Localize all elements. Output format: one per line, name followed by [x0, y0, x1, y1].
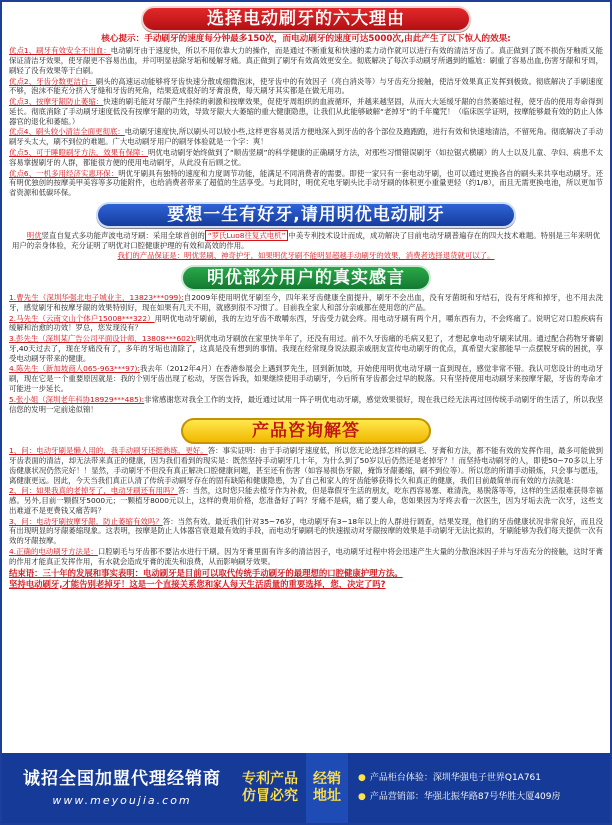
- section-title-six-reasons: 选择电动刷牙的六大理由: [141, 6, 471, 32]
- address-counter-text: 产品柜台体验：深圳华强电子世界Q1A761: [369, 773, 542, 784]
- patent-slogan: [242, 753, 306, 823]
- sales-label-1: 经销: [313, 770, 341, 787]
- reason-label: 优点1、刷牙有效安全不出血：: [9, 46, 111, 56]
- recruit-text: 诚招全国加盟代理经销商: [23, 768, 221, 789]
- testimonial-author: 5.张小姐（深圳老年科协18929***485):: [9, 394, 145, 404]
- testimonial-author: 4.陈先生（新加坡商人065-963***97):: [9, 364, 140, 374]
- reason-label: 优点6、一机多用经济实惠环保：: [9, 168, 119, 178]
- faq-question: 1、问：电动牙刷是懒人用的，我手动刷牙还挺熟练，更好。: [9, 446, 208, 456]
- motor-tech: “罗氏Luo8往复式电机”: [205, 230, 289, 241]
- faq-answer: 答：事实证明：由于手动刷牙速度低，所以您无论选择怎样的刷毛、牙膏和方法，都不能有效的发挥作用，最多可能做到牙齿表面的清洁，却无法带来真正的健康，因为我们看到的现实是：既然坚持手动刷牙几十年，为什么到了50岁以后仍然还是老掉牙？！而坚持电动刷牙的人，即使50~70多以上牙齿健康状况仍然完好！！显然，手动刷牙不但没有真正解决口腔健康问题，甚至还有伤害（如容易损伤牙龈，掩饰牙龈萎缩，刷不到位等）。所以您的所谓手动锻炼，只会事与愿违，离健康更远。因此，今天当我们真正认清了传统手动刷牙存在的固有缺陷和健康隐患，为了自己和家人的牙齿能够获得长久和真正的健康，我们目前最简单而有效的方法就是：: [9, 446, 603, 485]
- faq-item: [9, 517, 603, 546]
- faq-question: 3、问：电动牙刷按摩牙龈，防止萎缩有效吗？: [9, 516, 163, 526]
- faq-section: [2, 444, 610, 589]
- footer-recruit-block: [2, 753, 242, 823]
- slogan-line-2: 仿冒必究: [242, 788, 298, 804]
- reason-text: 快速的刷毛能对牙龈产生持续的刺激和按摩效果，促使牙周组织的血液循环，并越来越坚固，从而大大延缓牙龈的自然萎缩过程，使牙齿的使用寿命得到延长。彻底消除了手动刷牙速度低没有按摩牙龈的功效，导致牙龈大大萎缩的重大健康隐患，让我们从此能够破解“老掉牙”的千年魔咒！（临床医学证明，按摩能够最有效的防止人体器官的退化和萎缩。）: [9, 97, 603, 126]
- product-intro: [2, 228, 610, 251]
- faq-item: [9, 446, 603, 485]
- reason-item: [9, 148, 603, 168]
- reason-label: 优点3、按摩牙龈防止萎缩：: [9, 97, 104, 107]
- faq-item: [9, 486, 603, 515]
- six-reasons-section: [2, 32, 610, 198]
- sales-label-2: 地址: [313, 788, 341, 804]
- address-office-text: 产品营销部：华强北振华路87号华胜大厦409房: [369, 792, 561, 802]
- intro-text-1: 竖直自复式多功能声波电动牙刷：采用全球首创的: [41, 230, 205, 240]
- testimonial-text: 非常感谢您对我全工作的支持，最近通过试用一阵子明优电动牙刷，感觉效果很好，现在我已经无法再过回传统手动刷牙的生活了，所以我坚信您的发明一定前途似锦！: [9, 394, 603, 414]
- section-title-good-teeth: 要想一生有好牙,请用明优电动刷牙: [96, 202, 516, 228]
- testimonial-item: [9, 293, 603, 313]
- testimonial-author: 3.彭先生（深圳某广告公司平面设计师，13808***602):: [9, 334, 196, 344]
- reason-label: 优点4、刷头较小清洁全面更彻底：: [9, 127, 125, 137]
- testimonial-item: [9, 364, 603, 393]
- reason-item: [9, 46, 603, 75]
- testimonial-item: [9, 334, 603, 363]
- slogan-line-1: 专利产品: [242, 770, 298, 787]
- reason-text: 电动刷牙速度快,所以刷头可以较小些,这样更容易灵活方便地深入到牙齿的各个部位及跑跑跑，进行有效和快速地清洁，不留死角。彻底解决了手动刷牙头太大，刷不到位的难题。广大电动刷牙用户的刷牙体验就是一个字：爽！: [9, 127, 603, 147]
- sales-label: [306, 753, 348, 823]
- footer-address-block: [348, 753, 610, 823]
- faq-answer: 口腔刷毛与牙齿都不要沾水进行干刷。因为牙膏里面有许多的清洁因子，电动刷牙过程中将会迅速产生大量的分散泡沫因子并与牙齿充分的接触，这时牙膏的作用才能真正发挥作用，有水就会造成牙膏的流失和浪费，从而影响刷牙效果。: [9, 546, 603, 566]
- intro-text-2: 中美专利技术设计而成，成功解决了目前电动牙刷普遍存在的四大技术难题。特别是三年来明优用户的亲身体验，充分证明了明优对口腔健康护理的有效和高效的作用。: [12, 230, 600, 250]
- faq-item: [9, 547, 603, 567]
- testimonial-item: [9, 395, 603, 415]
- reason-label: 优点5、可于睡瞪刷牙方法，效果有保障：: [9, 148, 148, 157]
- reason-item: [9, 97, 603, 126]
- testimonial-text: 自2009年使用明优牙刷至今，四年来牙齿健康全面提升，刷牙不会出血，没有牙菌斑和牙结石，没有牙疼和掉牙，也不用去洗牙，感觉刷牙和按摩牙龈的效果特别好，现在如果有几天不用，就感到很不习惯了。目前我全家人和部分亲戚都在使用您的产品。: [9, 293, 603, 312]
- conclusion-line-1: 结束语：三十年的发展和事实表明：电动刷牙是目前可以取代传统手动刷牙的最理想的口腔健康护理方法。: [9, 567, 403, 578]
- conclusion-line-2: 坚持电动刷牙,才能告别老掉牙！这是一个直接关系您和家人每天生活质量的重要选择，您，决定了吗?: [9, 578, 386, 589]
- bullet-icon: ●: [358, 773, 366, 784]
- testimonials-section: [2, 291, 610, 414]
- testimonial-author: 2.马先生（云南文山个体户15008***322）: [9, 313, 155, 323]
- reason-item: [9, 77, 603, 97]
- footer-banner: [2, 753, 610, 823]
- reason-label: 优点2、牙齿分数更洁白：: [9, 76, 96, 86]
- reason-text: 明优牙刷具有独特的速度和力度调节功能，能满足不同消费者的需要。即使一家只有一套电动牙刷，也可以通过更换各自的刷头来共享电动刷牙。还有明优独创的按摩美甲美容等多功能附件，也给消费者带来了超值的生活享受。与此同时，明优充电牙刷头比手动牙刷的体积更小重量更轻（约1/8），而且无需更换电池，所以更加节省资源和低碳环保。: [9, 168, 603, 198]
- testimonial-item: [9, 314, 603, 334]
- address-counter: [358, 769, 610, 788]
- faq-question: 4.正确的电动刷牙方法是：: [9, 546, 98, 556]
- website-url[interactable]: www.meyoujia.com: [52, 793, 192, 807]
- address-office: [358, 788, 610, 807]
- testimonial-author: 1.曹先生（深圳华强北电子城业主，13823***099):: [9, 293, 184, 303]
- section-title-faq: 产品咨询解答: [181, 418, 431, 444]
- testimonial-text: 我去年（2012年4月）在香港参展会上遇到罗先生，回到新加坡，开始使用明优电动牙刷一直到现在，感觉非常不错。我认可您设计的电动牙刷，现在它是一个重要原因就是：我的个别牙齿出现了松动，牙医告诉我，如果继续使用手动刷牙，今后所有牙齿都会过早的脱落。只有坚持使用电动刷牙来按摩牙龈，牙齿的寿命才可能进一步延长。: [9, 364, 603, 394]
- section-title-testimonials: 明优部分用户的真实感言: [181, 265, 431, 291]
- reason-item: [9, 169, 603, 198]
- faq-answer: 答：当然有效。最近我们针对35~76岁，电动刷牙有3~18年以上的人群进行调查，结果发现，他们的牙齿健康状况非常良好，而且没有出现明显的牙龈萎缩现象。这表明，按摩是防止人体器官衰退最有效的手段，而电动牙刷刷毛的快速振动对牙龈按摩的效果是手动刷牙无法比拟的，牙刷能够为我们每天提供一次有效的牙龈按摩。: [9, 516, 603, 546]
- reason-text: 刷头的高速运动能够将牙齿快速分散成细微泡沫，使牙齿中的有效因子（亮白消炎等）与牙齿充分接触，使洁牙效果真正发挥到极致。彻底解决了手刷速度不够，泡沫不能充分挤入牙缝和牙齿的死角，结果造成很好的牙膏浪费，每天刷牙其实都是在做无用功。: [9, 76, 603, 96]
- testimonial-text: 用明优电动牙刷前，我的左边牙齿不敢嚼东西，牙齿受力就会疼。用电动牙刷有两个月，嚼东西有力，不会疼痛了。说明它对口腔疾病有缓解和治愈的功效！罗总，您发现没有？: [9, 313, 603, 333]
- reason-text: 电动刷牙由于速度快，所以不用依靠大力的操作，而是通过不断重复和快速的柔力动作就可以进行有效的清洁牙齿了。真正做到了既不损伤牙釉质又能保证清洁牙效果，使牙龈更不容易出血，并可明显祛除牙垢和缓解牙痛。真正做到了刷牙有效高效更安全。彻底解决了每次手动刷牙所遇到的尴尬：刷重了容易出血,伤害牙龈和牙周，刷轻了没有效果等于白刷。: [9, 46, 603, 75]
- faq-question: 2、问：如果我真的老掉牙了，电动牙刷还有用吗？: [9, 486, 178, 496]
- reason-item: [9, 127, 603, 147]
- faq-answer: 答：当然，这时您只能去植牙作为补救，但是靠假牙生活的朋友，吃东西容易塞、难清洗，易脱落等等，这样的生活很难获得幸福感。另外,目前一颗假牙5000元；一颗植牙8000元以上，这样的费用价格，您准备好了吗？牙痛不是病，痛了要人命，您如果因为牙疼去看一次医生，因为牙垢去洗一次牙，这些支出难道不是更费钱又痛苦吗？: [9, 486, 603, 515]
- brand-name: 明优: [26, 230, 42, 240]
- reason-text: 明优电动刷牙始终做到了“顺齿竖刷”的科学健康的正确刷牙方法，对那些习惯错误刷牙（如拉锯式横刷）的人士以及儿童、孕妇、病患不太容易掌握刷牙的人群，都能很方便的使用电动刷牙，从此没有后顾之忧。: [9, 148, 603, 167]
- testimonial-text: 明优电动牙刷放在家里快半年了，还没有用过。前不久牙齿痛的毛病又犯了，才想起拿电动牙刷来试用。通过配合药物牙膏刷牙,40天过去了，现在牙痛没有了，多年的牙垢也清除了，这真是没有想到的事情。我现在经常现身说法跟亲戚朋友宣传电动刷牙的优点，真希望大家都能早一点摆脱牙病的困扰，享受电动刷牙带来的健康。: [9, 334, 603, 363]
- product-promise: 我们的产品保证是：明优竖刷、神奇护牙，如果明优牙刷不能明显超越手动刷牙的效果，消费者选择退货就可以了。: [117, 251, 495, 261]
- bullet-icon: ●: [358, 792, 366, 802]
- core-tip: 核心提示：手动刷牙的速度每分钟最多150次，而电动刷牙的速度可达5000次,由此产生了以下惊人的效果:: [101, 34, 511, 44]
